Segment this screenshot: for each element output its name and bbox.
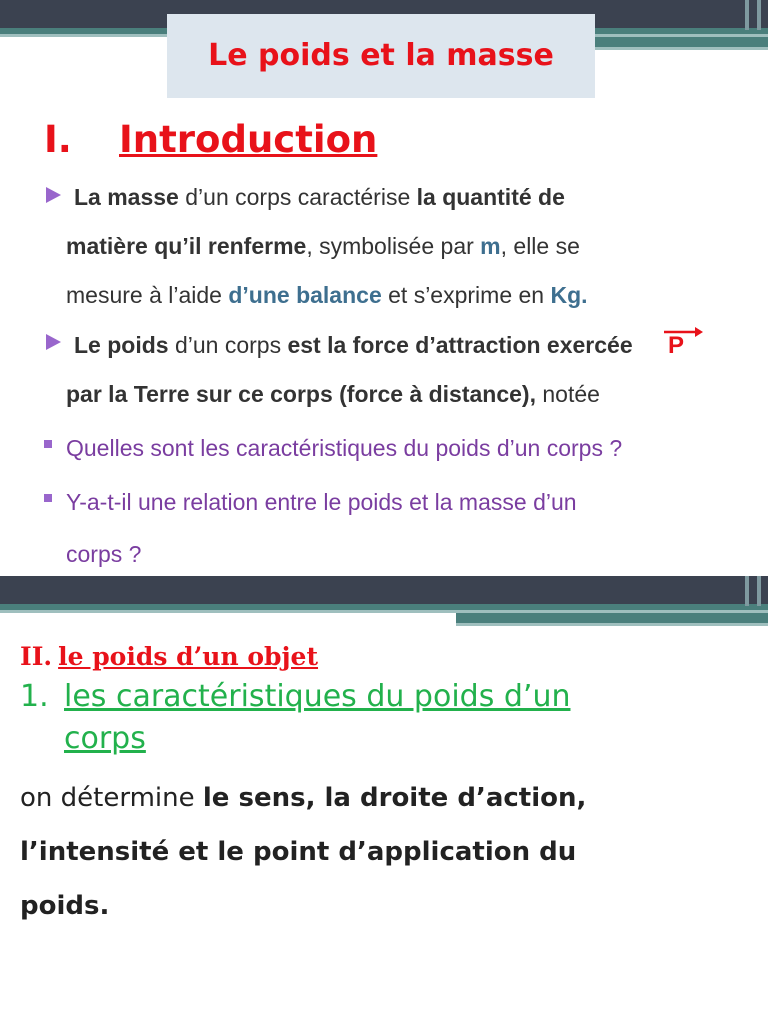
- question-1: Quelles sont les caractéristiques du poids d’un corps ?: [66, 435, 623, 461]
- slide-2: [0, 576, 768, 1024]
- title-box: [167, 14, 595, 98]
- body-line-2: l’intensité et le point d’application du: [20, 837, 577, 867]
- masse-line-3: mesure à l’aide d’une balance et s’exprime en Kg.: [66, 282, 588, 308]
- square-bullet-icon: [44, 494, 52, 502]
- masse-line-2: matière qu’il renferme, symbolisée par m, elle se: [66, 233, 580, 259]
- poids-line-1: Le poids d’un corps est la force d’attraction exercée: [74, 332, 633, 358]
- subsection-title-line-2: corps: [64, 721, 146, 756]
- question-2-line-1: Y-a-t-il une relation entre le poids et la masse d’un: [66, 489, 577, 515]
- poids-line-2: par la Terre sur ce corps (force à distance), notée: [66, 381, 600, 407]
- section-2-title: le poids d’un objet: [58, 642, 319, 671]
- section-title: Introduction: [119, 118, 378, 161]
- section-2-number: II.: [20, 642, 53, 671]
- vector-p-symbol: P: [663, 322, 703, 358]
- body-line-1: on détermine le sens, la droite d’action,: [20, 783, 587, 813]
- subsection-title-line-1: les caractéristiques du poids d’un: [64, 679, 571, 714]
- body-line-3: poids.: [20, 891, 110, 921]
- section-number: I.: [44, 118, 72, 161]
- square-bullet-icon: [44, 440, 52, 448]
- header-band: [0, 576, 768, 636]
- question-2-line-2: corps ?: [66, 541, 142, 567]
- section-2-heading: [20, 642, 318, 671]
- arrow-bullet-icon: [46, 187, 61, 203]
- masse-line-1: La masse d’un corps caractérise la quantité de: [74, 184, 565, 210]
- slide-title: Le poids et la masse: [208, 38, 554, 73]
- arrow-bullet-icon: [46, 334, 61, 350]
- subsection-number: 1.: [20, 679, 49, 714]
